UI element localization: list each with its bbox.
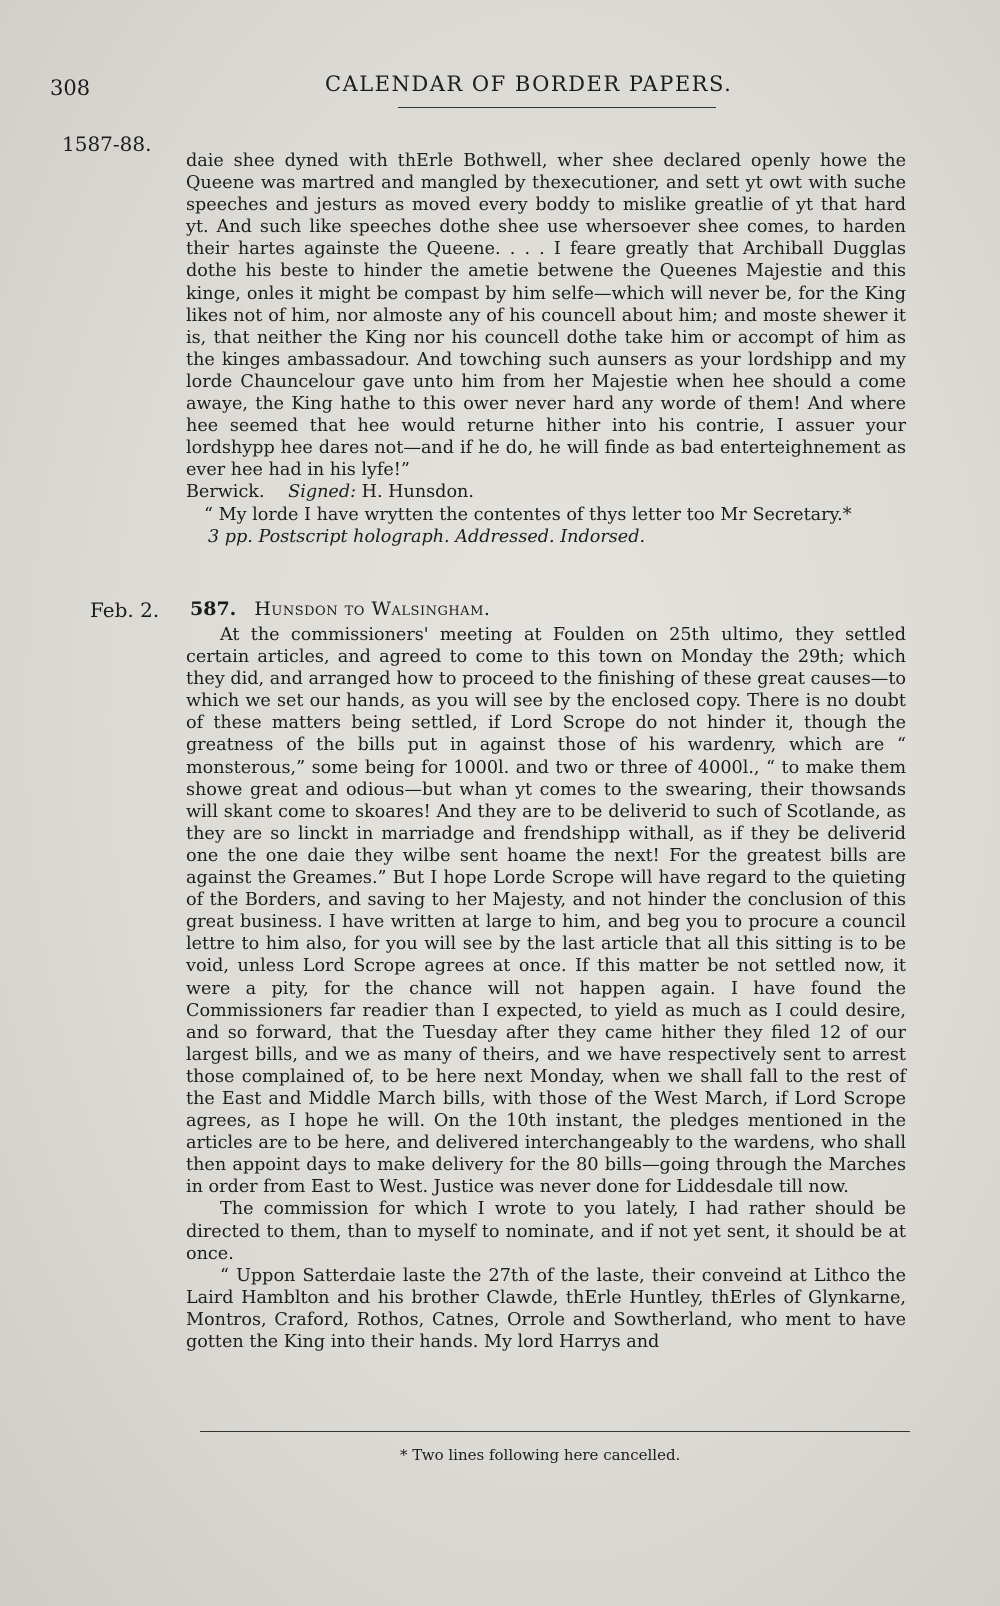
entry-title: Hunsdon to Walsingham. bbox=[254, 598, 491, 620]
signature-line bbox=[186, 481, 906, 503]
entry-586-continuation bbox=[186, 150, 906, 548]
entry-number: 587. bbox=[190, 598, 237, 620]
body-paragraph: “ Uppon Satterdaie laste the 27th of the laste, their conveind at Lithco the Laird Hamblton and his brother Clawde, thErle Huntley, thErles of Glynkarne, Montros, Craford, Rothos, Catnes, Orrole and Sowtherland, who ment to have gotten the King into their hands. My lord Harrys and bbox=[186, 1265, 906, 1352]
entry-heading bbox=[190, 598, 490, 620]
postscript-line: “ My lorde I have wrytten the contentes of thys letter too Mr Secretary.* bbox=[204, 504, 852, 525]
entry-587-body bbox=[186, 624, 906, 1353]
running-head: CALENDAR OF BORDER PAPERS. bbox=[325, 72, 733, 96]
signer-name: H. Hunsdon. bbox=[361, 482, 474, 503]
document-description: 3 pp. Postscript holograph. Addressed. Indorsed. bbox=[208, 526, 646, 547]
margin-date-1587-88: 1587-88. bbox=[62, 132, 152, 156]
margin-date-feb-2: Feb. 2. bbox=[90, 598, 160, 622]
body-paragraph: The commission for which I wrote to you lately, I had rather should be directed to them, than to myself to nominate, and if not yet sent, it should be at once. bbox=[186, 1199, 906, 1264]
page-number: 308 bbox=[50, 76, 91, 100]
place-name: Berwick. bbox=[186, 482, 265, 503]
body-paragraph: At the commissioners' meeting at Foulden on 25th ultimo, they settled certain articles, and agreed to come to this town on Monday the 29th; which they did, and arranged how to proceed to the finishing of these great causes—to which we set our hands, as you will see by the enclosed copy. There is no doubt of these matters being settled, if Lord Scrope do not hinder it, though the greatness of the bills put in against those of his wardenry, which are “ monsterous,” some being for 1000l. and two or three of 4000l., “ to make them showe great and odious—but whan yt comes to the swearing, their thowsands will skant come to skoares! And they are to be deliverid to such of Scotlande, as they are so linckt in marriadge and frendshipp withall, as if they be deliverid one the one daie they wilbe sent hoame the next! For the greatest bills are against the Greames.” But I hope Lorde Scrope will have regard to the quieting of the Borders, and saving to her Majesty, and not hinder the conclusion of this great business. I have written at large to him, and beg you to procure a council lettre to him also, for you will see by the last article that all this sitting is to be void, unless Lord Scrope agrees at once. If this matter be not settled now, it were a pity, for the chance will not happen again. I have found the Commissioners far readier than I expected, to yield as much as I could desire, and so forward, that the Tuesday after they came hither they filed 12 of our largest bills, and we as many of theirs, and we have respectively sent to arrest those complained of, to be here next Monday, when we shall fall to the rest of the East and Middle March bills, with those of the West March, if Lord Scrope agrees, as I hope he will. On the 10th instant, the pledges mentioned in the articles are to be here, and delivered interchangeably to the wardens, who shall then appoint days to make delivery for the 80 bills—going through the Marches in order from East to West. Justice was never done for Liddesdale till now. bbox=[186, 625, 906, 1198]
header-rule bbox=[398, 107, 716, 108]
letter-body-paragraph: daie shee dyned with thErle Bothwell, wher shee declared openly howe the Queene was martred and mangled by thexecutioner, and sett yt owt with suche speeches and jesturs as moved every boddy to mislike greatlie of yt that hard yt. And such like speeches dothe shee use whersoever shee comes, to harden their hartes againste the Queene. . . . I feare greatly that Archiball Dugglas dothe his beste to hinder the ametie betwene the Queenes Majestie and this kinge, onles it might be compast by him selfe—which will never be, for the King likes not of him, nor almoste any of his councell about him; and moste shewer it is, that neither the King nor his councell dothe take him or accompt of him as the kinges ambassadour. And towching such aunsers as your lordshipp and my lorde Chauncelour gave unto him from her Majestie when hee should a come awaye, the King hathe to this ower never hard any worde of them! And where hee seemed that hee would returne hither into his contrie, I assuer your lordshypp hee dares not—and if he do, he will finde as bad enterteighnement as ever hee had in his lyfe!” bbox=[186, 151, 906, 481]
footnote-rule bbox=[200, 1431, 910, 1432]
signed-label: Signed: bbox=[288, 482, 357, 503]
footnote: * Two lines following here cancelled. bbox=[400, 1446, 681, 1464]
